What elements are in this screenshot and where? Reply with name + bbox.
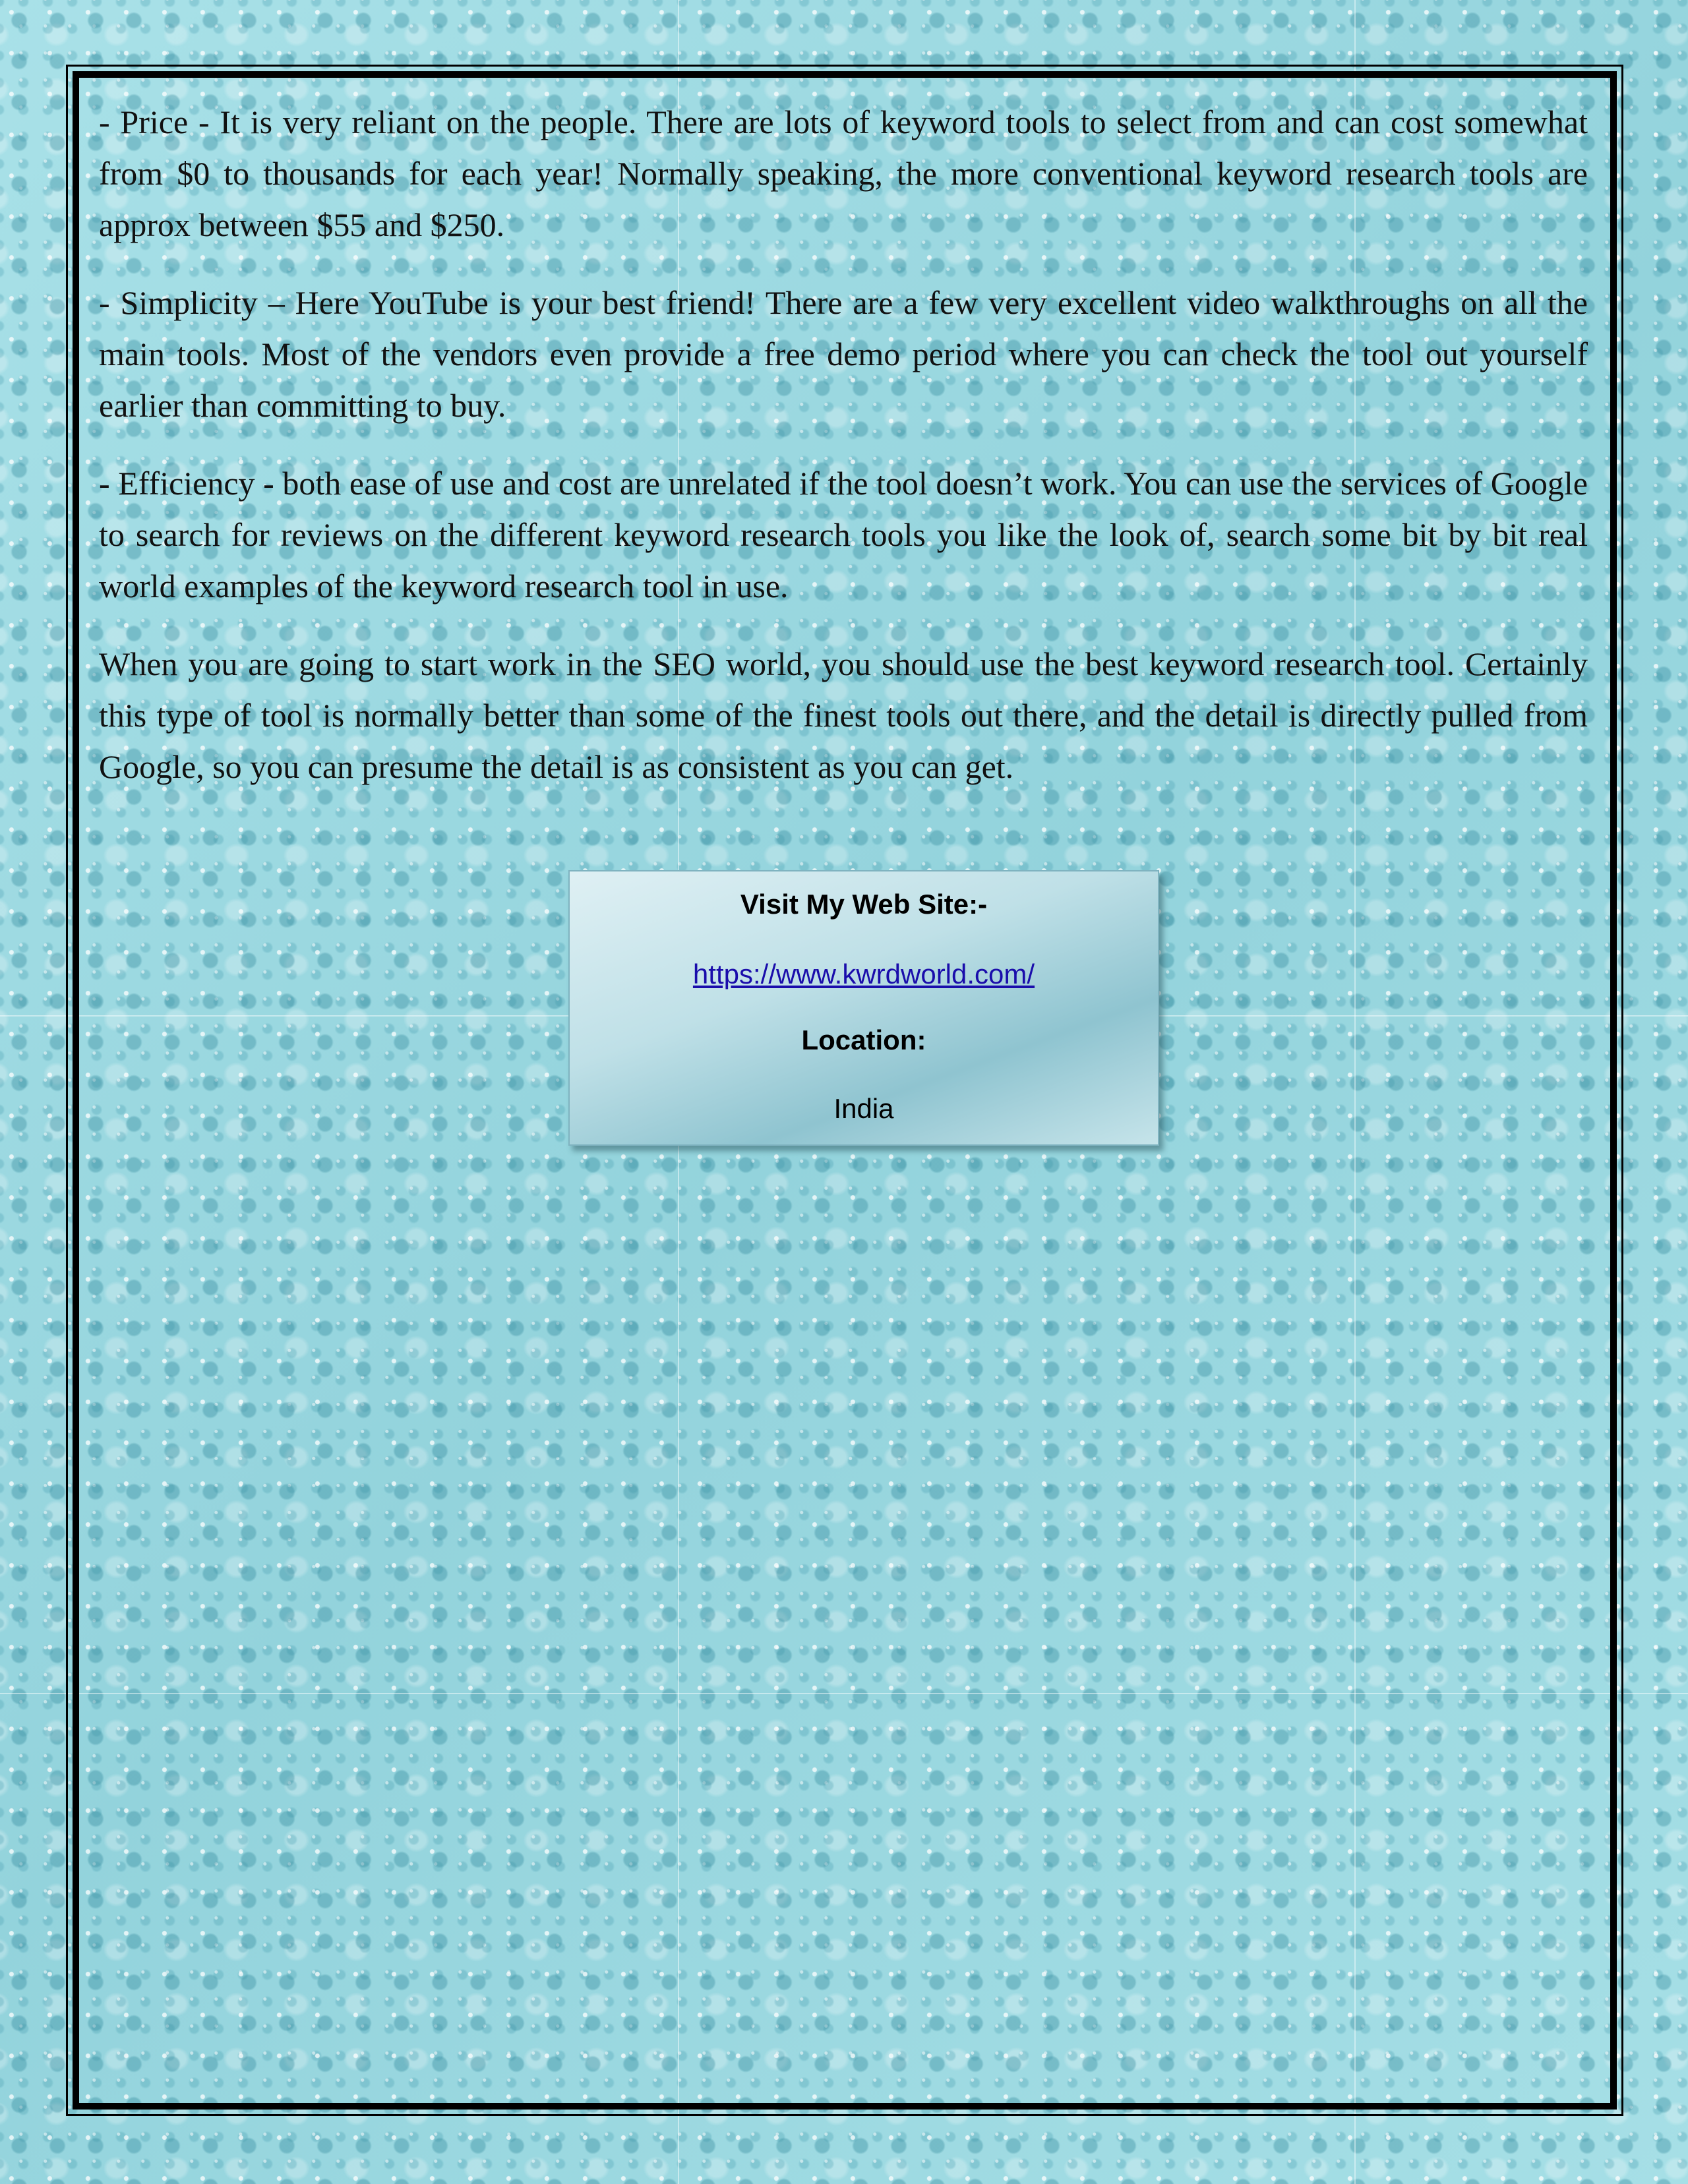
- paragraph-price: - Price - It is very reliant on the people. There are lots of keyword tools to select from and can cost somewhat from $0 to thousands for each year! Normally speaking, the more conventional keyword research tools are approx between $55 and $250.: [99, 103, 1588, 243]
- location-value: India: [833, 1093, 894, 1124]
- contact-heading: Visit My Web Site:-: [740, 889, 988, 920]
- paragraph-conclusion: When you are going to start work in the SEO world, you should use the best keyword research tool. Certainly this type of tool is normally better than some of the finest tools out there, and the detail is directly pulled from Google, so you can presume the detail is as consistent as you can get.: [99, 645, 1588, 785]
- paragraph-efficiency: - Efficiency - both ease of use and cost are unrelated if the tool doesn’t work. You can use the services of Google to search for reviews on the different keyword research tools you like the look of, search some bit by bit real world examples of the keyword research tool in use.: [99, 465, 1588, 605]
- contact-box: [568, 870, 1159, 1146]
- website-link[interactable]: https://www.kwrdworld.com/: [692, 959, 1035, 989]
- location-label: Location:: [801, 1024, 926, 1055]
- paragraph-simplicity: - Simplicity – Here YouTube is your best friend! There are a few very excellent video walkthroughs on all the main tools. Most of the vendors even provide a free demo period where you can check the tool out yourself earlier than committing to buy.: [99, 284, 1588, 424]
- document-body: [99, 96, 1588, 819]
- website-link-row: [570, 956, 1158, 993]
